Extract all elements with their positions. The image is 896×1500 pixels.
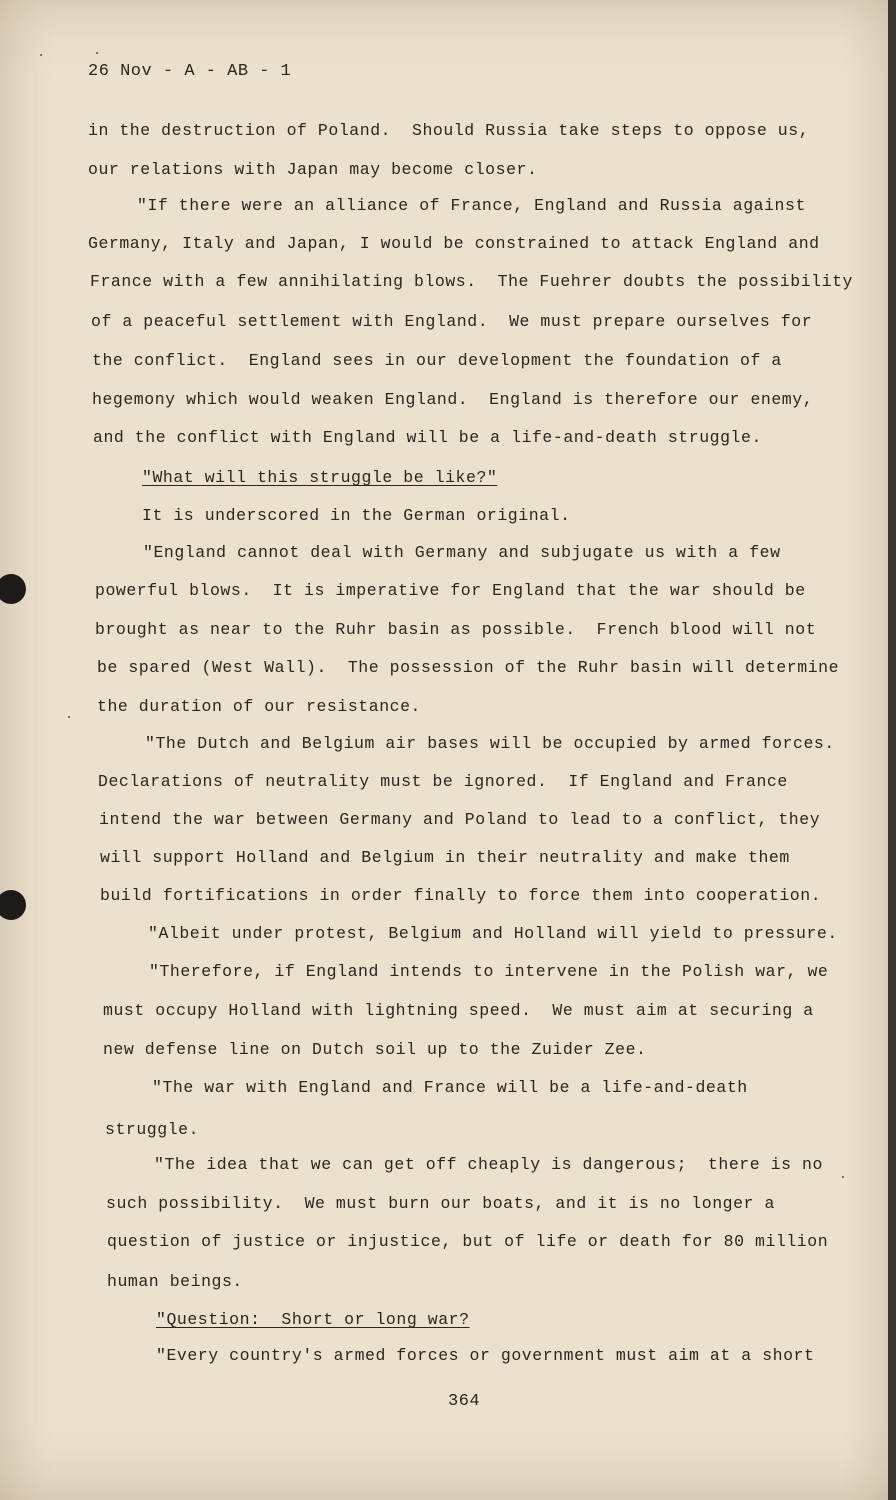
text-line: build fortifications in order finally to force them into cooperation. xyxy=(100,886,822,905)
text-line: and the conflict with England will be a life-and-death struggle. xyxy=(93,428,762,447)
text-line: "The war with England and France will be a life-and-death xyxy=(152,1078,748,1097)
text-line: powerful blows. It is imperative for England that the war should be xyxy=(95,581,806,600)
underscored-question: "Question: Short or long war? xyxy=(156,1310,470,1329)
text-line: of a peaceful settlement with England. We must prepare ourselves for xyxy=(91,312,813,331)
text-line: It is underscored in the German original. xyxy=(142,506,571,525)
text-line: Germany, Italy and Japan, I would be constrained to attack England and xyxy=(88,234,820,253)
text-line: hegemony which would weaken England. England is therefore our enemy, xyxy=(92,390,814,409)
paper-speck xyxy=(842,1176,844,1178)
paper-speck xyxy=(40,54,42,56)
text-line: struggle. xyxy=(105,1120,200,1139)
text-line: our relations with Japan may become closer. xyxy=(88,160,538,179)
text-line: such possibility. We must burn our boats, and it is no longer a xyxy=(106,1194,775,1213)
binder-hole-top xyxy=(0,574,26,604)
binder-hole-bottom xyxy=(0,890,26,920)
text-line: "The Dutch and Belgium air bases will be occupied by armed forces. xyxy=(145,734,835,753)
text-line: be spared (West Wall). The possession of the Ruhr basin will determine xyxy=(97,658,840,677)
text-line: "Every country's armed forces or government must aim at a short xyxy=(156,1346,815,1365)
paper-speck xyxy=(68,716,70,718)
paper-speck xyxy=(96,52,98,54)
text-line: the duration of our resistance. xyxy=(97,697,421,716)
text-line: will support Holland and Belgium in their neutrality and make them xyxy=(100,848,790,867)
text-line: Declarations of neutrality must be ignored. If England and France xyxy=(98,772,788,791)
text-line: intend the war between Germany and Poland to lead to a conflict, they xyxy=(99,810,821,829)
text-line: France with a few annihilating blows. The Fuehrer doubts the possibility xyxy=(90,272,853,291)
page-number: 364 xyxy=(448,1392,481,1411)
text-line: in the destruction of Poland. Should Russia take steps to oppose us, xyxy=(88,121,810,140)
text-line: "Albeit under protest, Belgium and Holland will yield to pressure. xyxy=(148,924,838,943)
text-line: brought as near to the Ruhr basin as possible. French blood will not xyxy=(95,620,817,639)
text-line: new defense line on Dutch soil up to the Zuider Zee. xyxy=(103,1040,647,1059)
document-header: 26 Nov - A - AB - 1 xyxy=(88,62,292,81)
text-line: "If there were an alliance of France, England and Russia against xyxy=(137,196,806,215)
text-line: the conflict. England sees in our development the foundation of a xyxy=(92,351,782,370)
page-edge-shadow xyxy=(888,0,896,1500)
text-line: "The idea that we can get off cheaply is dangerous; there is no xyxy=(154,1155,823,1174)
text-line: human beings. xyxy=(107,1272,243,1291)
underscored-heading: "What will this struggle be like?" xyxy=(142,468,498,487)
text-line: must occupy Holland with lightning speed. We must aim at securing a xyxy=(103,1001,814,1020)
text-line: "Therefore, if England intends to intervene in the Polish war, we xyxy=(149,962,829,981)
text-line: question of justice or injustice, but of life or death for 80 million xyxy=(107,1232,829,1251)
text-line: "England cannot deal with Germany and subjugate us with a few xyxy=(143,543,781,562)
